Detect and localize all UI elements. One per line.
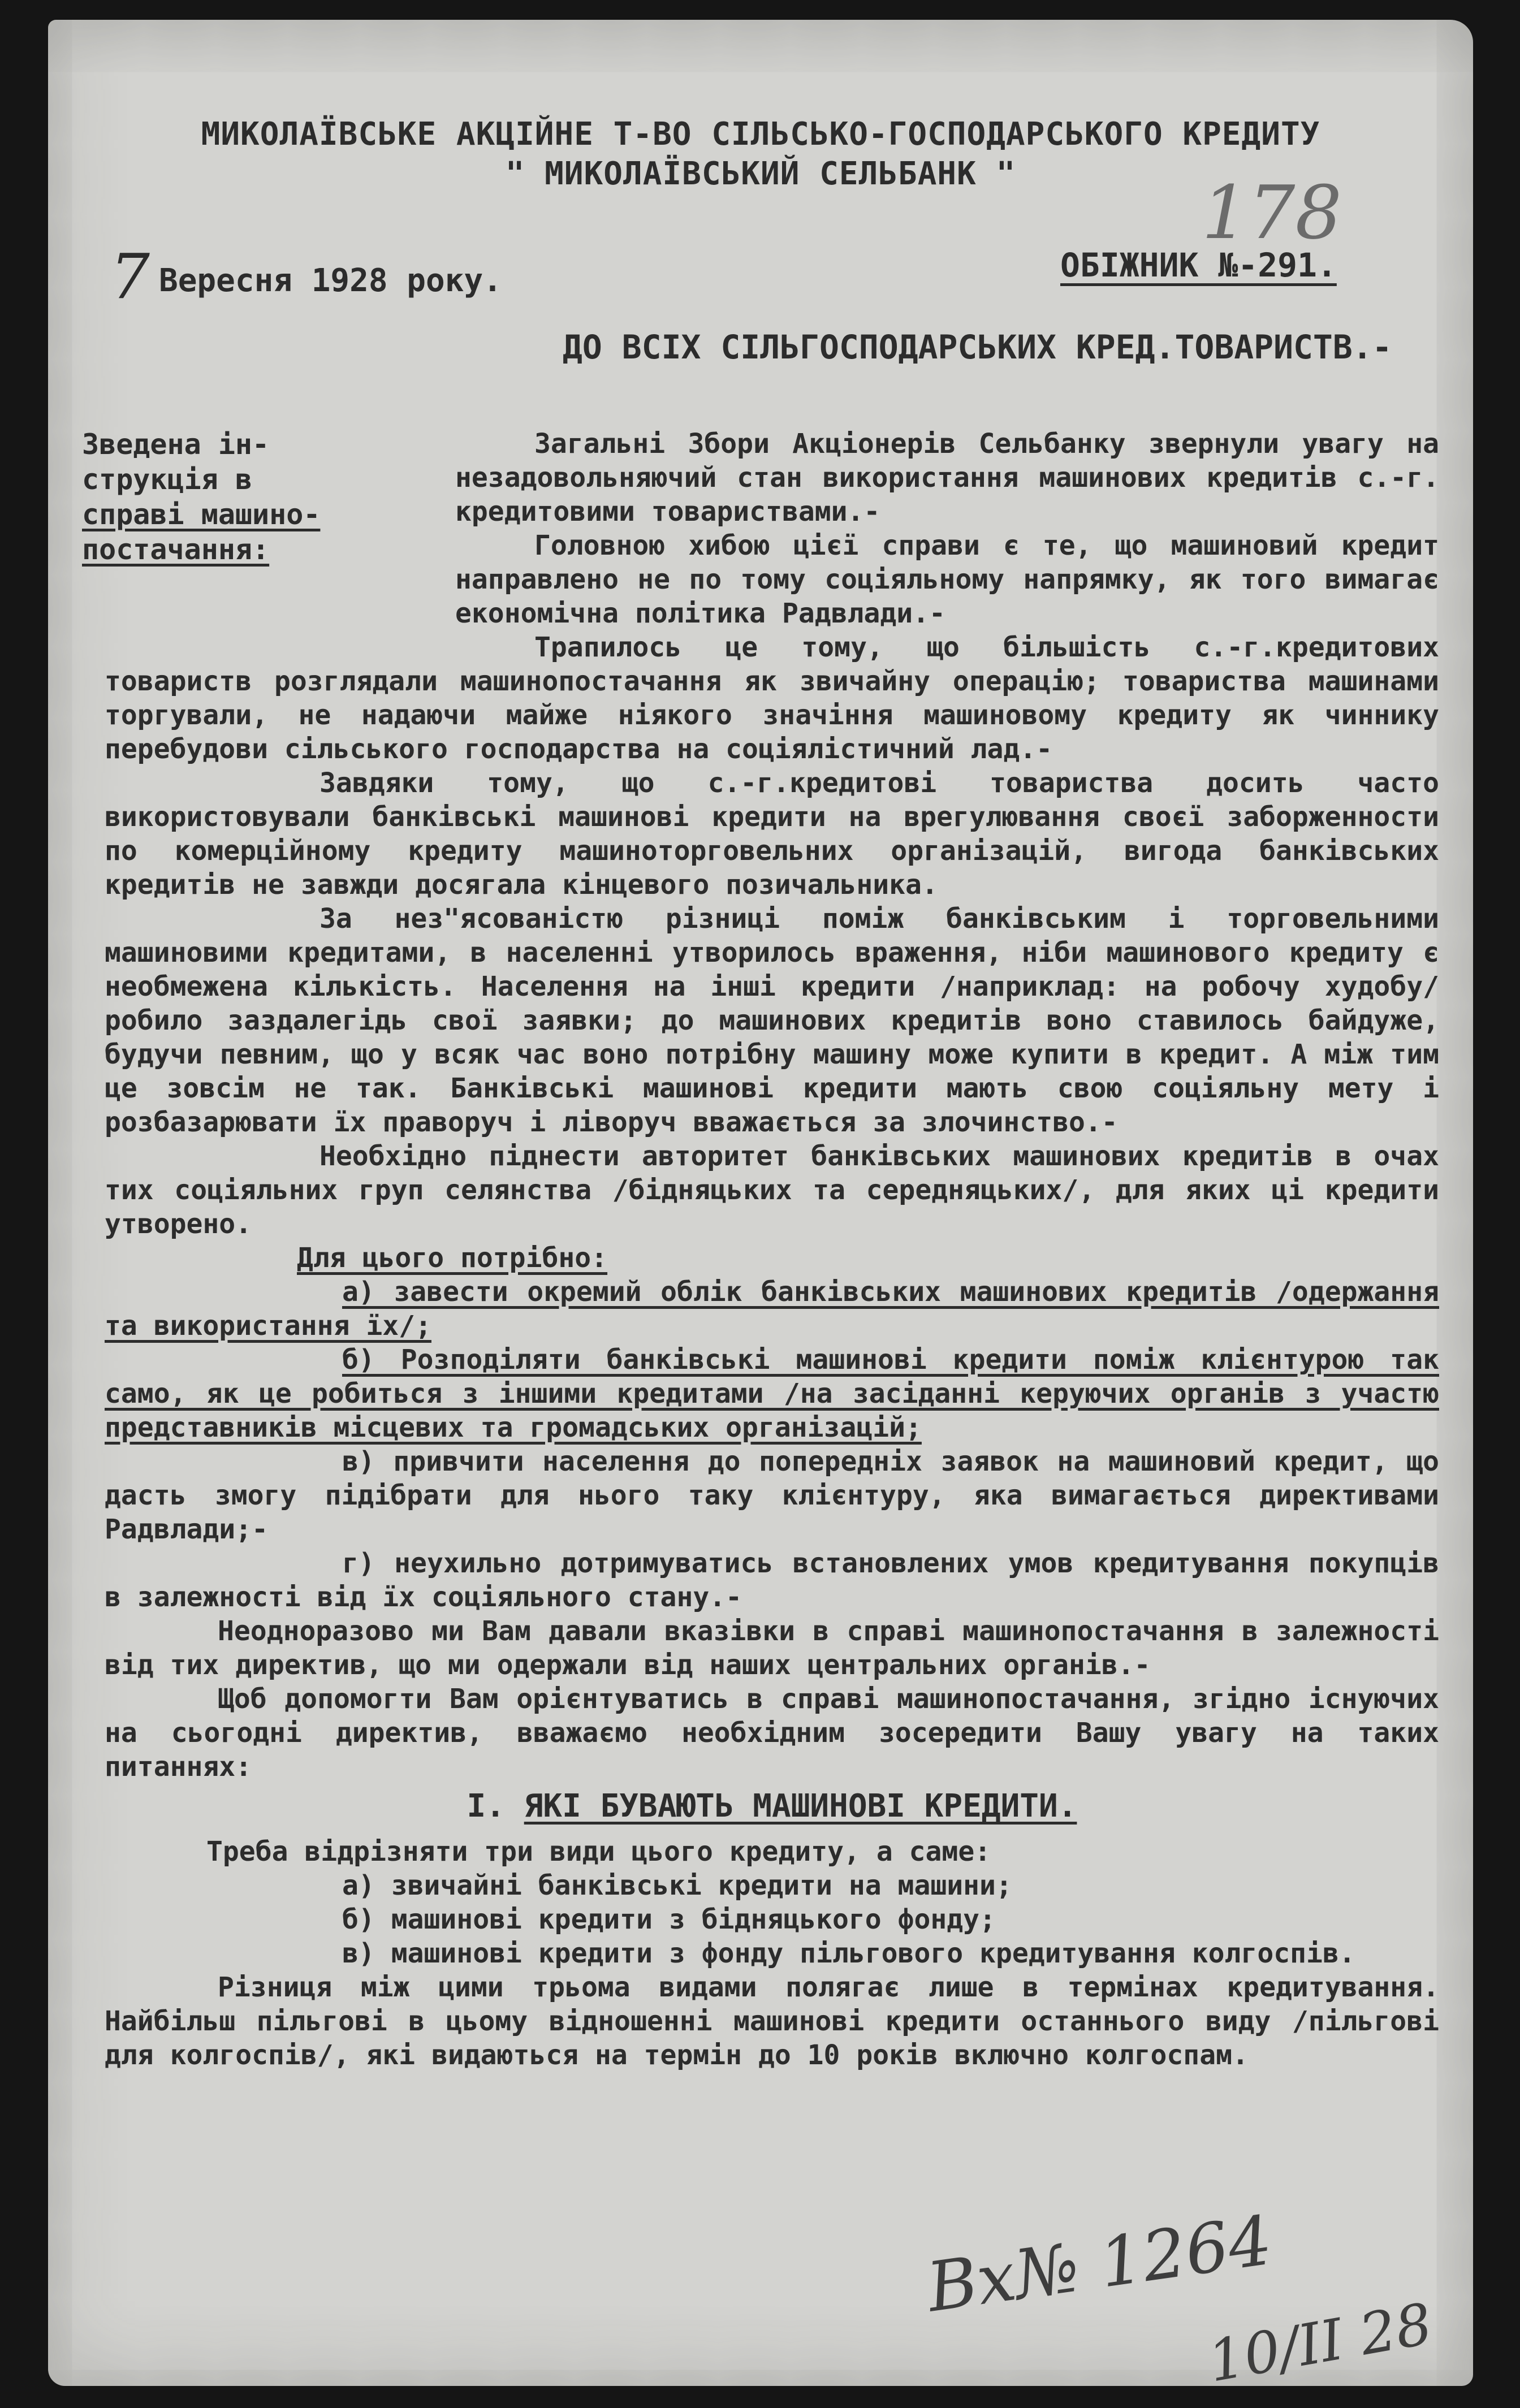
paragraph: За нез"ясованістю різниці поміж банківським і торговельними машиновими кредитами, в населенні утворилось враження, ніби машинового кредиту є необмежена кількість. Населення на інші кредити /наприклад: на робочу худобу/ робило заздалегідь свої заявки; до машинових кредитів воно ставилось байдуже, будучи певним, що у всяк час воно потрібну машину може купити в кредит. А між тим це зовсім не так. Банківські машинові кредити мають свою соціяльну мету і розбазарювати їх праворуч і ліворуч вважається за злочинство.- — [105, 903, 1439, 1138]
section-title — [105, 1789, 1439, 1823]
paragraph: Необхідно піднести авторитет банківських машинових кредитів в очах тих соціяльних груп селянства /бідняцьких та середняцьких/, для яких ці кредити утворено. — [105, 1140, 1439, 1240]
document-sheet — [48, 20, 1473, 2395]
paragraph: Трапилось це тому, що більшість с.-г.кредитових товариств розглядали машинопостачання як звичайну операцію; товариства машинами торгували, не надаючи майже ніякого значіння машиновому кредиту як чиннику перебудови сільського господарства на соціялістичний лад.- — [105, 632, 1439, 765]
paragraph: Для цього потрібно: — [297, 1242, 608, 1274]
date-rest: Вересня 1928 року. — [159, 262, 502, 299]
addressee: ДО ВСІХ СІЛЬГОСПОДАРСЬКИХ КРЕД.ТОВАРИСТВ.- — [563, 328, 1392, 366]
margin-note-line: Зведена ін- — [82, 428, 270, 461]
archive-ref-number: 178 — [1202, 170, 1342, 256]
header-line-1: МИКОЛАЇВСЬКЕ АКЦІЙНЕ Т-ВО СІЛЬСЬКО-ГОСПОДАРСЬКОГО КРЕДИТУ — [201, 116, 1320, 153]
margin-note-line: постачання: — [82, 533, 270, 566]
paragraph: Завдяки тому, що с.-г.кредитові товариства досить часто використовували банківські машинові кредити на врегулювання своєї заборженности по комерційному кредиту машиноторговельних організацій, вигода банківських кредитів не завжди досягала кінцевого позичальника. — [105, 767, 1439, 901]
list-item: в) машинові кредити з фонду пільгового кредитування колгоспів. — [342, 1938, 1355, 1969]
list-item: а) звичайні банківські кредити на машини; — [342, 1870, 1012, 1901]
letter-body — [105, 427, 1439, 2072]
list-item-a: а) завести окремий облік банківських машинових кредитів /одержання та використання їх/; — [105, 1276, 1439, 1342]
handwritten-date: 10/II 28 — [1203, 2290, 1437, 2395]
paragraph: Загальні Збори Акціонерів Сельбанку звернули увагу на незадовольняючий стан використання машинових кредитів с.-г. кредитовими товариствами.- — [455, 428, 1439, 528]
header-line-2: " МИКОЛАЇВСЬКИЙ СЕЛЬБАНК " — [505, 155, 1016, 192]
list-item-b: б) Розподіляти банківські машинові кредити поміж клієнтурою так само, як це робиться з іншими кредитами /на засіданні керуючих органів з участю представників місцевих та громадських організацій; — [105, 1344, 1439, 1443]
paragraph: Різниця між цими трьома видами полягає лише в термінах кредитування. Найбільш пільгові в цьому відношенні машинові кредити останнього виду /пільгові для колгоспів/, які видаються на термін до 10 років включно колгоспам. — [105, 1972, 1439, 2071]
handwritten-registration: Вх№ 1264 — [922, 2201, 1277, 2328]
section-heading: ЯКІ БУВАЮТЬ МАШИНОВІ КРЕДИТИ. — [524, 1788, 1077, 1825]
paragraph: Головною хибою цієї справи є те, що машиновий кредит направлено не по тому соціяльному напрямку, як того вимагає економічна політика Радвлади.- — [455, 530, 1439, 629]
paragraph: Щоб допомогти Вам орієнтуватись в справі машинопостачання, згідно існуючих на сьогодні директив, вважаємо необхідним зосередити Вашу увагу на таких питаннях: — [105, 1683, 1439, 1783]
circular-number: ОБІЖНИК №-291. — [1060, 246, 1337, 284]
date-day: 7 — [110, 240, 150, 313]
section-number: I. — [467, 1788, 505, 1825]
margin-note-line: справі машино- — [82, 498, 321, 531]
date-line — [110, 240, 502, 313]
paragraph: Неодноразово ми Вам давали вказівки в справі машинопостачання в залежності від тих директив, що ми одержали від наших центральних органів.- — [105, 1615, 1439, 1681]
paragraph: Треба відрізняти три види цього кредиту, а саме: — [206, 1836, 991, 1867]
list-item: б) машинові кредити з бідняцького фонду; — [342, 1904, 996, 1935]
margin-note-line: струкція в — [82, 463, 253, 496]
list-item-g: г) неухильно дотримуватись встановлених умов кредитування покупців в залежності від їх соціяльного стану.- — [105, 1547, 1439, 1613]
list-item-v: в) привчити населення до попередніх заявок на машиновий кредит, що дасть змогу підібрати для нього таку клієнтуру, яка вимагається директивами Радвлади;- — [105, 1446, 1439, 1545]
